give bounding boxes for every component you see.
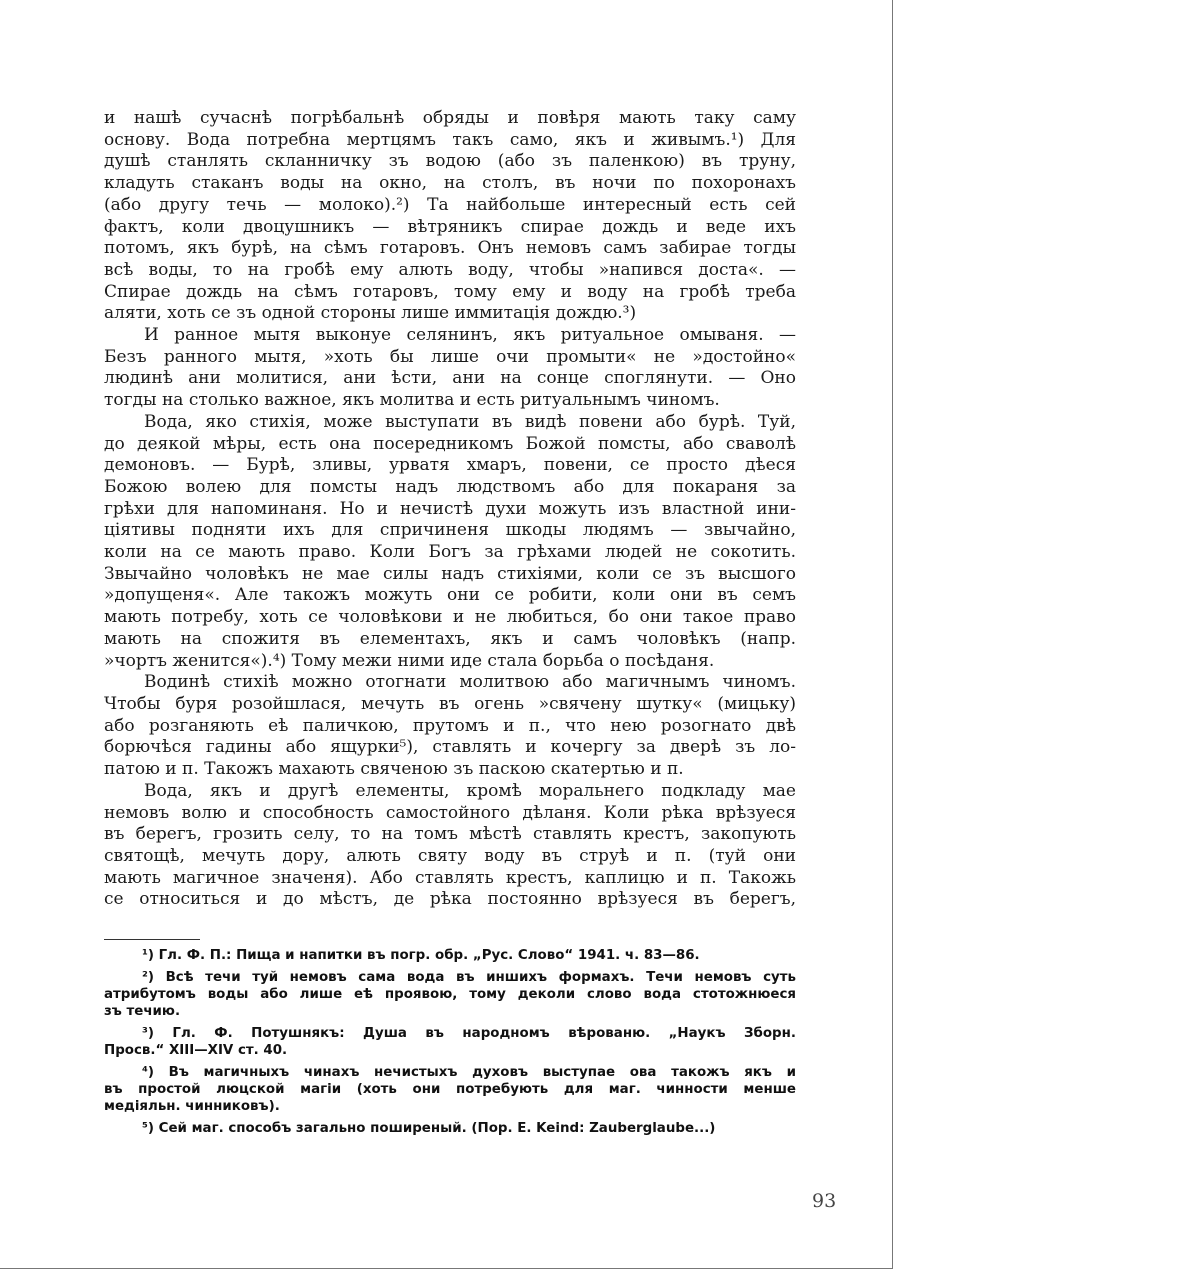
text-line: або розганяють еѣ паличкою, прутомъ и п., что нею розогнато двѣ bbox=[104, 715, 796, 736]
page-number: 93 bbox=[812, 1190, 837, 1212]
text-line: Вода, якъ и другѣ елементы, кромѣ моральнего подкладу мае bbox=[144, 780, 796, 801]
text-line: людинѣ ани молитися, ани ѣсти, ани на сонце споглянути. — Оно bbox=[104, 368, 796, 389]
footnote-line: ³) Гл. Ф. Потушнякъ: Душа въ народномъ вѣрованю. „Наукъ Зборн. bbox=[142, 1026, 796, 1041]
text-line: мають магичное значеня). Або ставлять крестъ, каплицю и п. Такожь bbox=[104, 867, 796, 888]
footnote bbox=[104, 1025, 796, 1059]
text-line: ціятивы подняти ихъ для спричиненя шкоды людямъ — звычайно, bbox=[104, 520, 796, 541]
footnote bbox=[104, 1064, 796, 1115]
footnotes bbox=[104, 947, 796, 1142]
text-line: Чтобы буря розойшлася, мечуть въ огень »свячену шутку« (мицьку) bbox=[104, 693, 796, 714]
text-line: основу. Вода потребна мертцямъ такъ само, якъ и живымъ.¹) Для bbox=[104, 129, 796, 150]
text-line: потомъ, якъ бурѣ, на сѣмъ готаровъ. Онъ немовъ самъ забирае тогды bbox=[104, 238, 796, 259]
text-line: демоновъ. — Бурѣ, зливы, урватя хмаръ, повени, се просто дѣеся bbox=[104, 455, 796, 476]
text-line: душѣ станлять скланничку зъ водою (або зъ паленкою) въ труну, bbox=[104, 151, 796, 172]
text-line: Спирае дождь на сѣмъ готаровъ, тому ему и воду на гробѣ треба bbox=[104, 281, 796, 302]
text-line: мають на спожитя въ елементахъ, якъ и самъ чоловѣкъ (напр. bbox=[104, 628, 796, 649]
footnote-line: зъ течию. bbox=[104, 1004, 181, 1019]
footnote-line: ²) Всѣ течи туй немовъ сама вода въ иншихъ формахъ. Течи немовъ суть bbox=[142, 970, 796, 985]
text-line: (або другу течь — молоко).²) Та найбольше интересный есть сей bbox=[104, 194, 796, 215]
text-line: Вода, яко стихія, може выступати въ видѣ повени або бурѣ. Туй, bbox=[144, 411, 796, 432]
text-line: и нашѣ сучаснѣ погрѣбальнѣ обряды и повѣря мають таку саму bbox=[104, 108, 796, 128]
text-line: коли на се мають право. Коли Богъ за грѣхами людей не сокотить. bbox=[104, 542, 796, 563]
text-line: се относиться и до мѣстъ, де рѣка постоянно врѣзуеся въ берегъ, bbox=[104, 889, 796, 910]
text-line: »допущеня«. Але такожъ можуть они се робити, коли они въ семъ bbox=[104, 585, 796, 606]
footnote-line: ⁴) Въ магичныхъ чинахъ нечистыхъ духовъ выступае ова такожъ якъ и bbox=[142, 1065, 796, 1080]
text-line: фактъ, коли двоцушникъ — вѣтряникъ спирае дождь и веде ихъ bbox=[104, 216, 796, 237]
footnote-line: медіяльн. чинниковъ). bbox=[104, 1099, 280, 1114]
text-line: святощѣ, мечуть дору, алють святу воду въ струѣ и п. (туй они bbox=[104, 845, 796, 866]
footnote-line: атрибутомъ воды або лише еѣ проявою, тому деколи слово вода стотожнюеся bbox=[104, 987, 796, 1002]
text-line: аляти, хоть се зъ одной стороны лише иммитація дождю.³) bbox=[104, 303, 637, 324]
text-line: всѣ воды, то на гробѣ ему алють воду, чтобы »напився доста«. — bbox=[104, 259, 796, 280]
text-line: немовъ волю и способность самостойного дѣланя. Коли рѣка врѣзуеся bbox=[104, 802, 796, 823]
footnote bbox=[104, 969, 796, 1020]
text-line: »чортъ женится«).⁴) Тому межи ними иде стала борьба о посѣданя. bbox=[104, 650, 715, 671]
text-line: Звычайно чоловѣкъ не мае силы надъ стихіями, коли се зъ высшого bbox=[104, 563, 796, 584]
footnote bbox=[104, 1120, 796, 1137]
body-text bbox=[104, 108, 796, 911]
footnote-separator bbox=[104, 939, 200, 940]
text-line: до деякой мѣры, есть она посередникомъ Божой помсты, або сваволѣ bbox=[104, 433, 796, 454]
text-line: мають потребу, хоть се чоловѣкови и не любиться, бо они такое право bbox=[104, 607, 796, 628]
text-line: Водинѣ стихіѣ можно отогнати молитвою або магичнымъ чиномъ. bbox=[144, 672, 796, 693]
text-line: грѣхи для напоминаня. Но и нечистѣ духи можуть изъ властной ини- bbox=[104, 498, 796, 519]
footnote-line: ¹) Гл. Ф. П.: Пища и напитки въ погр. обр. „Рус. Слово“ 1941. ч. 83—86. bbox=[142, 948, 700, 963]
footnote-line: ⁵) Сей маг. способъ загально поширеный. (Пор. E. Keind: Zauberglaube...) bbox=[142, 1121, 716, 1136]
text-line: И ранное мытя выконуе селянинъ, якъ ритуальное омываня. — bbox=[144, 325, 796, 346]
footnote-line: Просв.“ XIII—XIV ст. 40. bbox=[104, 1043, 288, 1058]
text-line: кладуть стаканъ воды на окно, на столъ, въ ночи по похоронахъ bbox=[104, 173, 796, 194]
footnote bbox=[104, 947, 796, 964]
text-line: Безъ ранного мытя, »хоть бы лише очи промыти« не »достойно« bbox=[104, 346, 796, 367]
footnote-line: въ простой люцской магіи (хоть они потребують для маг. чинности менше bbox=[104, 1082, 796, 1097]
text-line: тогды на столько важное, якъ молитва и есть ритуальнымъ чиномъ. bbox=[104, 390, 720, 411]
text-line: Божою волею для помсты надъ людствомъ або для покараня за bbox=[104, 476, 796, 497]
text-line: въ берегъ, грозить селу, то на томъ мѣстѣ ставлять крестъ, закопують bbox=[104, 824, 796, 845]
text-line: борючѣся гадины або ящурки⁵), ставлять и кочергу за дверѣ зъ ло- bbox=[104, 737, 796, 758]
text-line: патою и п. Такожъ махають свяченою зъ паскою скатертью и п. bbox=[104, 759, 684, 780]
